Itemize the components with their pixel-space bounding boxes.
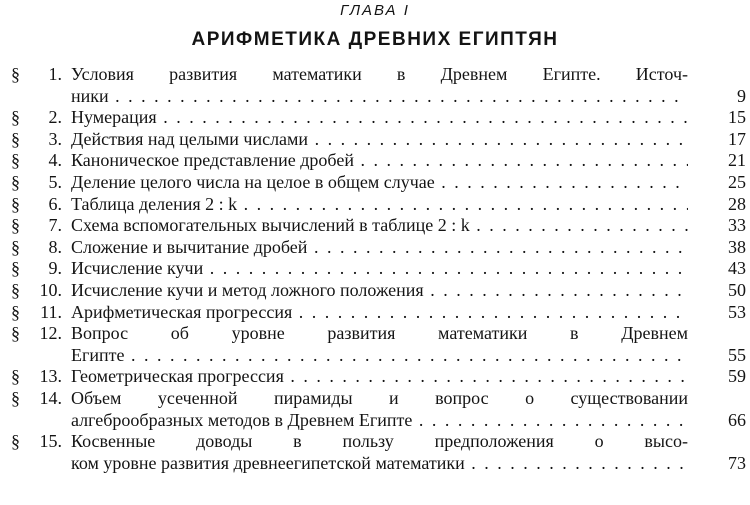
toc-entry [0, 431, 750, 474]
section-number: 7. [48, 215, 62, 236]
toc-entry [0, 302, 750, 324]
chapter-label: ГЛАВА I [340, 2, 410, 19]
section-mark: § [11, 150, 20, 171]
section-title [71, 388, 688, 410]
section-title-text: Схема вспомогательных вычислений в таблице 2 : k . . . [71, 215, 688, 235]
section-mark: § [11, 107, 20, 128]
page-number: 50 [728, 279, 746, 300]
page-number: 59 [728, 366, 746, 387]
section-number: 8. [48, 236, 62, 257]
section-mark: § [11, 236, 20, 257]
toc-line [0, 86, 750, 108]
page-number: 43 [728, 258, 746, 279]
section-number: 3. [48, 128, 62, 149]
page-number: 66 [728, 409, 746, 430]
section-title [71, 172, 688, 194]
section-title-text: Исчисление кучи . . . [71, 258, 688, 278]
page-number: 38 [728, 236, 746, 257]
page-number: 53 [728, 301, 746, 322]
section-mark: § [11, 171, 20, 192]
page-number: 9 [737, 85, 746, 106]
section-title [71, 150, 688, 172]
section-mark: § [11, 215, 20, 236]
toc-entry [0, 64, 750, 107]
toc-line [0, 64, 750, 86]
section-mark: § [11, 193, 20, 214]
toc-line [0, 366, 750, 388]
toc-line [0, 194, 750, 216]
toc-line [0, 172, 750, 194]
section-mark: § [11, 279, 20, 300]
section-title-text: Таблица деления 2 : k . . . [71, 194, 688, 214]
section-title [71, 453, 688, 475]
chapter-title: АРИФМЕТИКА ДРЕВНИХ ЕГИПТЯН [191, 29, 559, 50]
section-number: 4. [48, 150, 62, 171]
section-title-text: Египте . . . [71, 345, 688, 365]
toc-entry [0, 388, 750, 431]
section-title-text: Косвенные доводы в пользу предположения о высо- [71, 431, 688, 452]
section-title-text: Геометрическая прогрессия . . . [71, 366, 688, 386]
section-title [71, 323, 688, 345]
section-title [71, 366, 688, 388]
toc-entry [0, 129, 750, 151]
toc-line [0, 453, 750, 475]
section-title-text: ники . . . [71, 86, 688, 106]
toc-line [0, 150, 750, 172]
section-mark: § [11, 128, 20, 149]
section-title [71, 410, 688, 432]
section-title-text: Нумерация . . . [71, 107, 688, 127]
section-title-text: Исчисление кучи и метод ложного положения . . . [71, 280, 688, 300]
section-number: 9. [48, 258, 62, 279]
toc-line [0, 323, 750, 345]
section-number: 2. [48, 107, 62, 128]
toc-line [0, 258, 750, 280]
section-mark: § [11, 431, 20, 452]
section-number: 14. [39, 387, 62, 408]
section-number: 5. [48, 171, 62, 192]
page-number: 73 [728, 452, 746, 473]
section-title-text: Сложение и вычитание дробей . . . [71, 237, 688, 257]
section-title-text: ком уровне развития древнеегипетской математики . . . [71, 453, 688, 473]
toc-entry [0, 366, 750, 388]
section-number: 12. [39, 323, 62, 344]
toc-entry [0, 258, 750, 280]
section-title-text: Арифметическая прогрессия . . . [71, 302, 688, 322]
toc-entry [0, 215, 750, 237]
section-number: 10. [39, 279, 62, 300]
section-title [71, 280, 688, 302]
table-of-contents [0, 64, 750, 474]
toc-line [0, 215, 750, 237]
toc-line [0, 345, 750, 367]
page-number: 55 [728, 344, 746, 365]
page-number: 28 [728, 193, 746, 214]
section-title-text: Вопрос об уровне развития математики в Древнем [71, 323, 688, 344]
toc-entry [0, 172, 750, 194]
section-title [71, 215, 688, 237]
toc-entry [0, 237, 750, 259]
toc-line [0, 280, 750, 302]
section-title-text: Действия над целыми числами . . . [71, 129, 688, 149]
section-number: 11. [40, 301, 62, 322]
toc-line [0, 302, 750, 324]
section-title [71, 431, 688, 453]
section-title [71, 345, 688, 367]
section-number: 6. [48, 193, 62, 214]
page-number: 17 [728, 128, 746, 149]
section-mark: § [11, 258, 20, 279]
toc-line [0, 410, 750, 432]
page-number: 15 [728, 107, 746, 128]
section-mark: § [11, 387, 20, 408]
section-title-text: Объем усеченной пирамиды и вопрос о существовании [71, 387, 688, 408]
section-title-text: Деление целого числа на целое в общем случае . . . [71, 172, 688, 192]
section-title [71, 258, 688, 280]
section-mark: § [11, 323, 20, 344]
section-title [71, 237, 688, 259]
section-title [71, 194, 688, 216]
section-title [71, 107, 688, 129]
section-number: 15. [39, 431, 62, 452]
section-title [71, 302, 688, 324]
page-number: 25 [728, 171, 746, 192]
toc-line [0, 129, 750, 151]
section-title [71, 86, 688, 108]
section-title-text: алгеброобразных методов в Древнем Египте . . . [71, 410, 688, 430]
section-number: 1. [48, 64, 62, 84]
section-title [71, 64, 688, 86]
section-title [71, 129, 688, 151]
toc-line [0, 388, 750, 410]
page-number: 33 [728, 215, 746, 236]
section-mark: § [11, 64, 20, 84]
toc-line [0, 237, 750, 259]
toc-line [0, 107, 750, 129]
section-title-text: Каноническое представление дробей . . . [71, 150, 688, 170]
section-mark: § [11, 301, 20, 322]
page-number: 21 [728, 150, 746, 171]
toc-entry [0, 323, 750, 366]
toc-line [0, 431, 750, 453]
toc-entry [0, 280, 750, 302]
toc-entry [0, 107, 750, 129]
section-mark: § [11, 366, 20, 387]
toc-entry [0, 194, 750, 216]
toc-entry [0, 150, 750, 172]
section-number: 13. [39, 366, 62, 387]
section-title-text: Условия развития математики в Древнем Египте. Источ- [71, 64, 688, 84]
